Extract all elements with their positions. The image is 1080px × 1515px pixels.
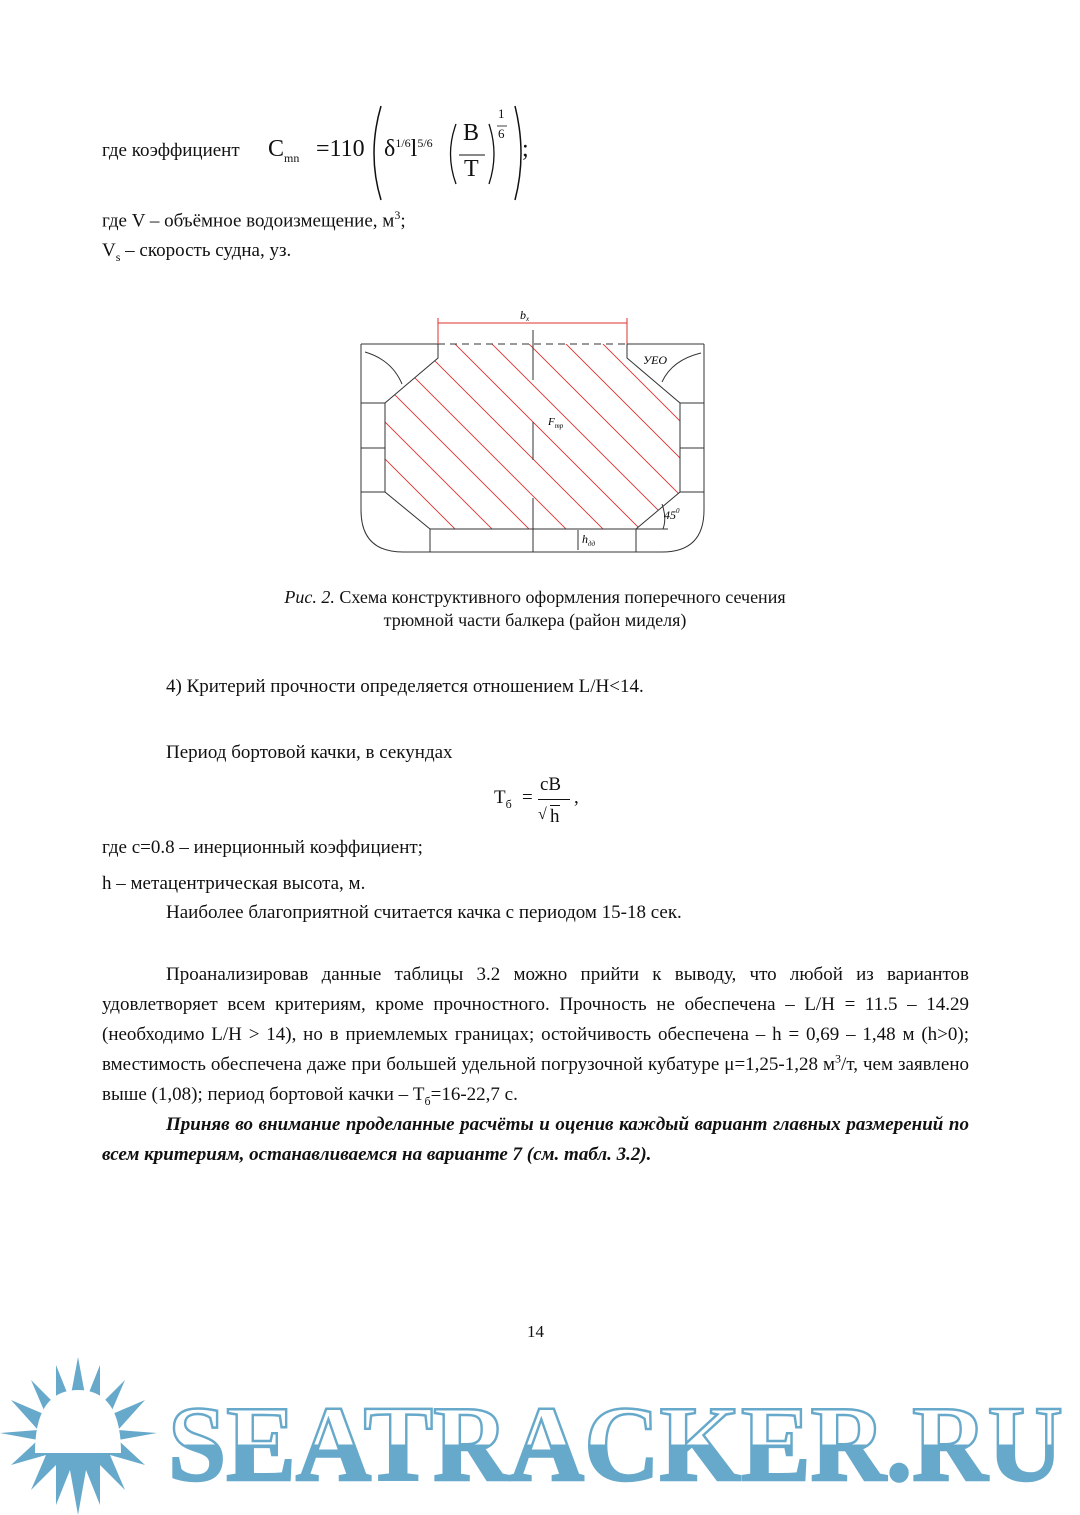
num-cb: cB <box>540 774 562 795</box>
sun-icon <box>0 1357 157 1515</box>
frac-num-b: B <box>463 120 480 146</box>
c-subscript: mn <box>284 150 300 165</box>
frac-den-t: T <box>464 156 479 182</box>
conclusion-b: /т, чем заявлено выше (1,08); период бортовой качки – T <box>102 1054 969 1105</box>
t-sub: б <box>505 796 512 811</box>
label-bx: bx <box>520 308 530 323</box>
l-exp: 5/6 <box>417 136 433 150</box>
favourable-period: Наиболее благоприятной считается качка с периодом 15-18 сек. <box>166 902 682 923</box>
delta: δ <box>384 136 396 162</box>
page-number: 14 <box>527 1322 544 1341</box>
def-v-text: где V – объёмное водоизмещение, м <box>102 210 395 232</box>
label-h: $h_{дд}$ <box>582 532 596 548</box>
vs-symbol: V <box>102 240 116 261</box>
sqrt-icon: √ <box>538 806 547 823</box>
conclusion-c: =16-22,7 с. <box>430 1084 518 1105</box>
figure-caption <box>200 586 870 632</box>
fraction-bar <box>538 799 570 800</box>
conclusion-a: Проанализировав данные таблицы 3.2 можно прийти к выводу, что любой из вариантов удовлетворяет всем критериям, кроме прочностного. Прочность не обеспечена – L/H = 11.5 – 14.29 (необходимо L/H > 14), но в приемлемых границах; остойчивость обеспечена – h = 0,69 – 1,48 м (h>0); вместимость обеспечена даже при большей удельной погрузочной кубатуре μ=1,25-1,28 м <box>102 964 969 1075</box>
equals: = <box>522 787 533 808</box>
label-f: $F_{тр}$ <box>548 416 564 430</box>
vs-sub: s <box>115 249 121 264</box>
outer-exp-num: 1 <box>498 106 505 121</box>
den-h: h <box>550 806 560 827</box>
t-symbol <box>494 787 512 812</box>
caption-prefix: Рис. 2. <box>284 587 335 607</box>
criterion-4: 4) Критерий прочности определяется отношением L/H<14. <box>166 676 644 697</box>
watermark-text: SEATRACKER.RU <box>168 1385 1063 1504</box>
delta-exp: 1/6 <box>395 136 411 150</box>
outer-exp-den: 6 <box>498 126 505 141</box>
final-decision: Приняв во внимание проделанные расчёты и оценив каждый вариант главных размерений по всем критериям, останавливаемся на варианте 7 (см. табл. 3.2). <box>102 1114 969 1165</box>
conclusion-sub: б <box>424 1093 431 1108</box>
caption-line2: трюмной части балкера (район миделя) <box>383 610 687 630</box>
vs-text: – скорость судна, уз. <box>120 240 292 261</box>
conclusion-paragraph <box>102 960 969 1110</box>
formula-end: , <box>574 787 579 808</box>
conclusion-block <box>102 960 969 1170</box>
caption-line1: Схема конструктивного оформления поперечного сечения <box>334 587 786 607</box>
def-v-exp: 3 <box>394 208 401 222</box>
hold-cross-section-diagram <box>0 0 1080 600</box>
def-v-end: ; <box>400 210 406 232</box>
where-h: h – метацентрическая высота, м. <box>102 873 366 894</box>
conclusion-exp: 3 <box>835 1051 842 1066</box>
formula-end: ; <box>522 136 529 162</box>
c-symbol: C <box>268 136 285 162</box>
hatching <box>189 300 856 560</box>
label-angle: $45^0$ <box>664 507 680 522</box>
roll-period-heading: Период бортовой качки, в секундах <box>166 742 453 763</box>
seatracker-watermark-logo <box>0 1355 1080 1515</box>
l: l <box>410 136 418 162</box>
equals-110: =110 <box>316 136 365 162</box>
formula-intro: где коэффициент <box>102 140 240 161</box>
t: T <box>494 787 506 808</box>
where-c: где c=0.8 – инерционный коэффициент; <box>102 837 423 858</box>
label-ueo: УЕО <box>643 353 668 367</box>
